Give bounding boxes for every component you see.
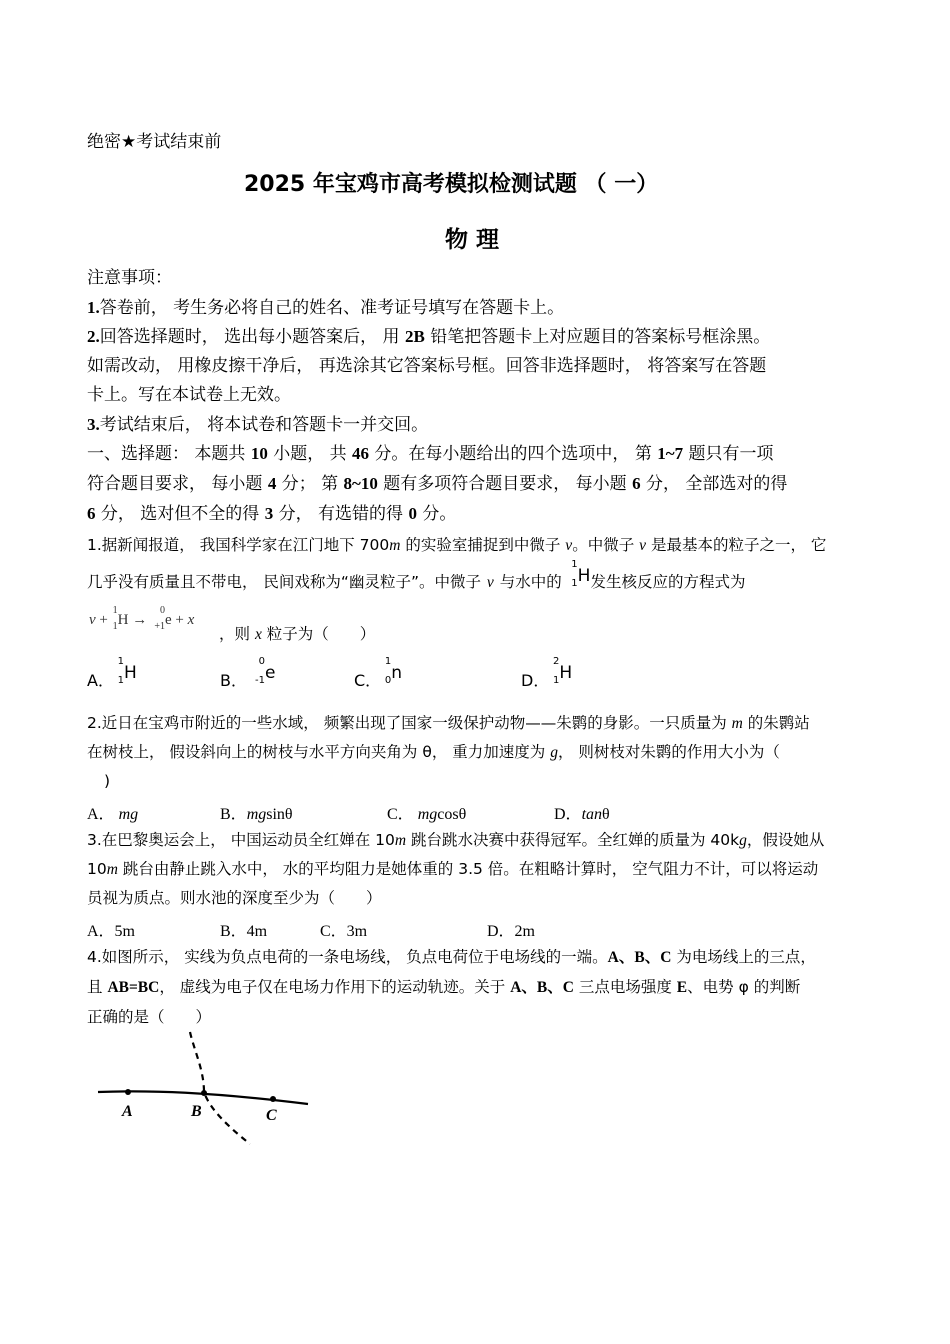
q2-option-d: D．tanθ xyxy=(554,806,610,823)
point-c-label: C xyxy=(266,1107,277,1124)
hydrogen-nuclide: 1 1 H xyxy=(571,559,591,589)
q2-line1: 2.近日在宝鸡市附近的一些水域， 频繁出现了国家一级保护动物——朱鹮的身影。一只质量为 m 的朱鹮站 xyxy=(87,714,810,732)
electric-field-figure xyxy=(90,1030,330,1155)
q3-line1: 3.在巴黎奥运会上， 中国运动员全红婵在 10m 跳台跳水决赛中获得冠军。全红婵的质量为 40kg，假设她从 xyxy=(87,831,825,849)
q1-equation: v + 1 1 H → 0 +1 e + x xyxy=(89,605,195,632)
q4-line2: 且 AB=BC， 虚线为电子仅在电场力作用下的运动轨迹。关于 A、B、C 三点电场强度 E、电势 φ 的判断 xyxy=(87,978,801,996)
q3-option-d: D．2m xyxy=(487,923,536,940)
note-2-line3: 卡上。写在本试卷上无效。 xyxy=(87,385,291,405)
electron-trajectory xyxy=(190,1032,250,1144)
q3-option-c: C．3m xyxy=(320,923,368,940)
q2-option-c: C． mgcosθ xyxy=(387,806,467,823)
q3-line2: 10m 跳台由静止跳入水中， 水的平均阻力是她体重的 3.5 倍。在粗略计算时， 空气阻力不计，可以将运动 xyxy=(87,860,819,878)
q2-option-b: B．mgsinθ xyxy=(220,806,293,823)
point-a-label: A xyxy=(122,1103,133,1120)
q4-line3: 正确的是（ ） xyxy=(87,1008,212,1026)
point-b-dot xyxy=(201,1090,207,1096)
q3-line3: 员视为质点。则水池的深度至少为（ ） xyxy=(87,889,382,907)
point-c-dot xyxy=(270,1096,276,1102)
q1-option-a: A． 1 1 H xyxy=(87,656,137,690)
q2-line3: ) xyxy=(104,772,111,790)
point-a-dot xyxy=(125,1089,131,1095)
section-1-intro-line2: 符合题目要求， 每小题 4 分； 第 8~10 题有多项符合题目要求， 每小题 6 分， 全部选对的得 xyxy=(87,474,788,494)
note-3: 3.考试结束后， 将本试卷和答题卡一并交回。 xyxy=(87,415,429,435)
q1-option-d: D． 2 1 H xyxy=(521,656,573,690)
q2-option-a: A． mg xyxy=(87,806,139,823)
note-1: 1.答卷前， 考生务必将自己的姓名、准考证号填写在答题卡上。 xyxy=(87,298,565,318)
q1-line2: 几乎没有质量且不带电， 民间戏称为“幽灵粒子”。中微子 v 与水中的 1 1 H发生核反应的方程式为 xyxy=(87,559,746,591)
subject-title: 物 理 xyxy=(445,227,500,253)
section-1-intro-line3: 6 分， 选对但不全的得 3 分， 有选错的得 0 分。 xyxy=(87,504,457,524)
q1-line1: 1.据新闻报道， 我国科学家在江门地下 700m 的实验室捕捉到中微子 v。中微子 v 是最基本的粒子之一， 它 xyxy=(87,536,827,554)
q1-line3: ，则 x 粒子为（ ） xyxy=(219,625,376,643)
section-1-intro: 一、选择题： 本题共 10 小题， 共 46 分。在每小题给出的四个选项中， 第 1~7 题只有一项 xyxy=(87,444,774,464)
confidential-label: 绝密★考试结束前 xyxy=(87,132,222,152)
point-b-label: B xyxy=(191,1103,202,1120)
note-2: 2.回答选择题时， 选出每小题答案后， 用 2B 铅笔把答题卡上对应题目的答案标号框涂黑。 xyxy=(87,327,771,347)
notes-heading: 注意事项： xyxy=(87,268,172,288)
q4-line1: 4.如图所示， 实线为负点电荷的一条电场线， 负点电荷位于电场线的一端。A、B、C 为电场线上的三点， xyxy=(87,948,816,966)
q1-option-b: B． 0 -1 e xyxy=(220,656,276,690)
q3-option-a: A．5m xyxy=(87,923,136,940)
q2-line2: 在树枝上， 假设斜向上的树枝与水平方向夹角为 θ， 重力加速度为 g， 则树枝对朱鹮的作用大小为（ xyxy=(87,743,780,761)
q3-option-b: B．4m xyxy=(220,923,268,940)
exam-title: 2025 年宝鸡市高考模拟检测试题 （ 一） xyxy=(244,172,659,197)
q1-option-c: C． 1 0 n xyxy=(354,656,402,690)
note-2-line2: 如需改动， 用橡皮擦干净后， 再选涂其它答案标号框。回答非选择题时， 将答案写在答题 xyxy=(87,356,767,376)
